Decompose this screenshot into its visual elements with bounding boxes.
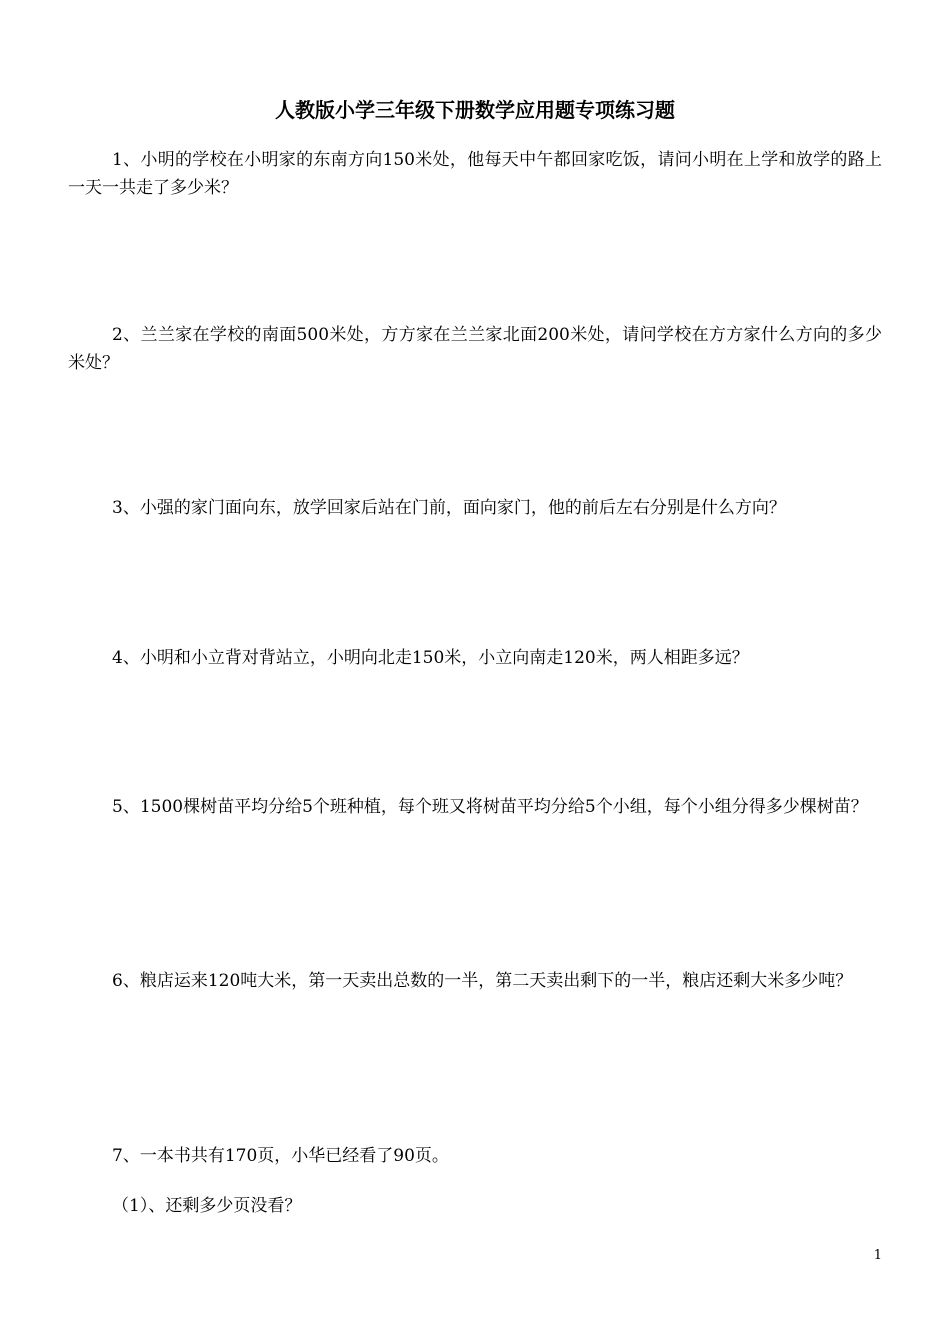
question-4: 4、小明和小立背对背站立，小明向北走150米，小立向南走120米，两人相距多远？ <box>112 648 749 668</box>
question-3: 3、小强的家门面向东，放学回家后站在门前，面向家门，他的前后左右分别是什么方向？ <box>112 498 786 518</box>
question-7: 7、一本书共有170页，小华已经看了90页。 <box>112 1146 449 1166</box>
question-6: 6、粮店运来120吨大米，第一天卖出总数的一半，第二天卖出剩下的一半，粮店还剩大米多少吨？ <box>112 971 853 991</box>
question-1: 1、小明的学校在小明家的东南方向150米处，他每天中午都回家吃饭，请问小明在上学和放学的路上一天一共走了多少米？ <box>68 150 882 198</box>
page-number: 1 <box>873 1248 882 1263</box>
document-title: 人教版小学三年级下册数学应用题专项练习题 <box>275 98 675 122</box>
question-7-sub-1: （1）、还剩多少页没看？ <box>112 1196 302 1216</box>
question-2: 2、兰兰家在学校的南面500米处，方方家在兰兰家北面200米处，请问学校在方方家什么方向的多少米处？ <box>68 325 882 373</box>
question-5: 5、1500棵树苗平均分给5个班种植，每个班又将树苗平均分给5个小组，每个小组分得多少棵树苗？ <box>112 797 868 817</box>
